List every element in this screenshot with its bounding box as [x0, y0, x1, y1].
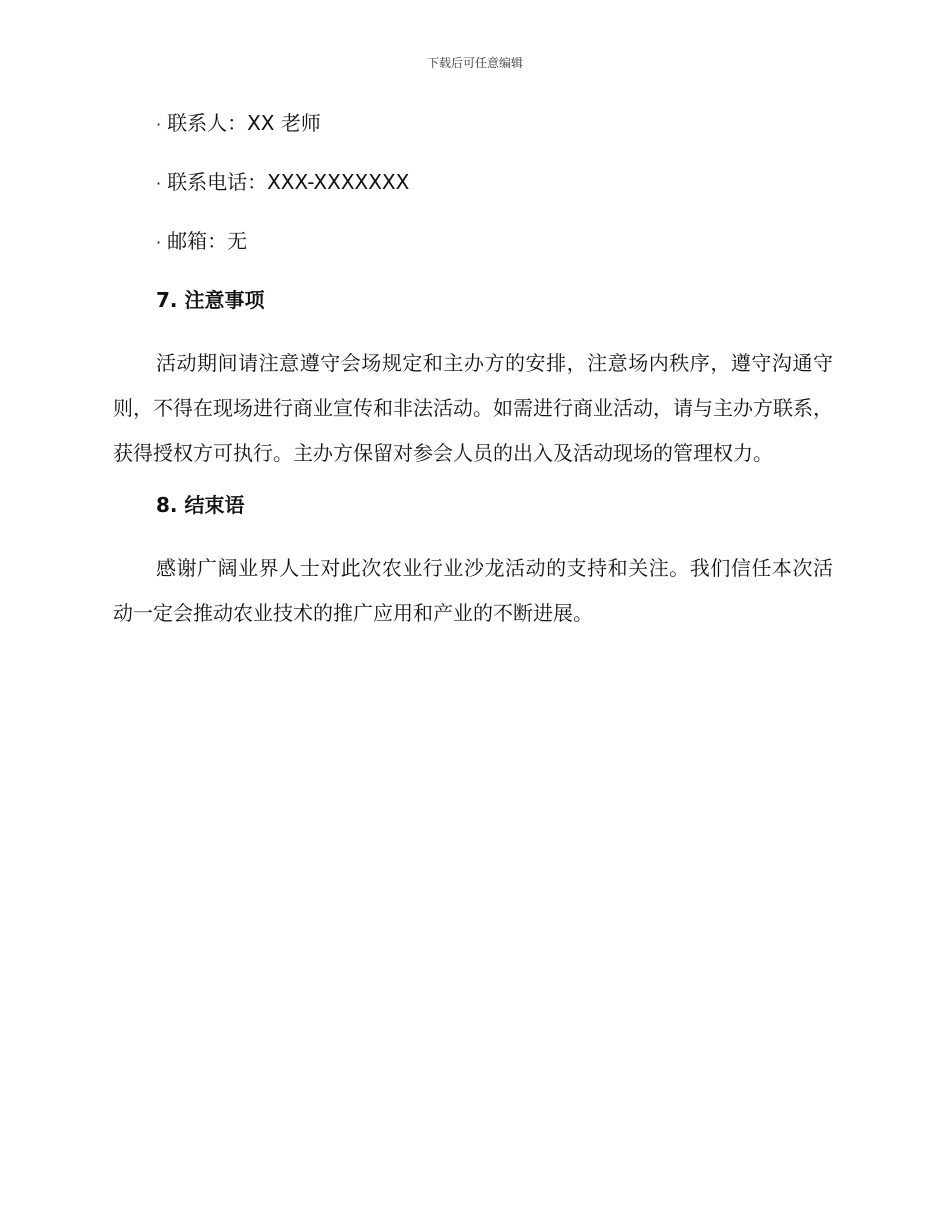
contact-email-item: [156, 226, 833, 258]
section-8-heading: 8. 结束语: [156, 493, 245, 517]
bullet-icon: ·: [156, 233, 162, 252]
bullet-icon: ·: [156, 174, 162, 193]
section-8-paragraph: 感谢广阔业界人士对此次农业行业沙龙活动的支持和关注。我们信任本次活动一定会推动农业技术的推广应用和产业的不断进展。: [113, 556, 833, 625]
bullet-icon: ·: [156, 115, 162, 134]
contact-phone-item: [156, 167, 833, 199]
page-header-note: 下载后可任意编辑: [426, 56, 523, 70]
contact-phone-text: 联系电话：XXX-XXXXXXX: [167, 170, 410, 194]
contact-person-text: 联系人：XX 老师: [167, 111, 321, 135]
contact-email-text: 邮箱：无: [167, 229, 248, 253]
section-7-paragraph: 活动期间请注意遵守会场规定和主办方的安排，注意场内秩序，遵守沟通守则，不得在现场进行商业宣传和非法活动。如需进行商业活动，请与主办方联系，获得授权方可执行。主办方保留对参会人员的出入及活动现场的管理权力。: [113, 351, 833, 465]
section-7-heading: 7. 注意事项: [156, 288, 265, 312]
contact-person-item: [156, 108, 833, 140]
document-body: [113, 108, 833, 650]
